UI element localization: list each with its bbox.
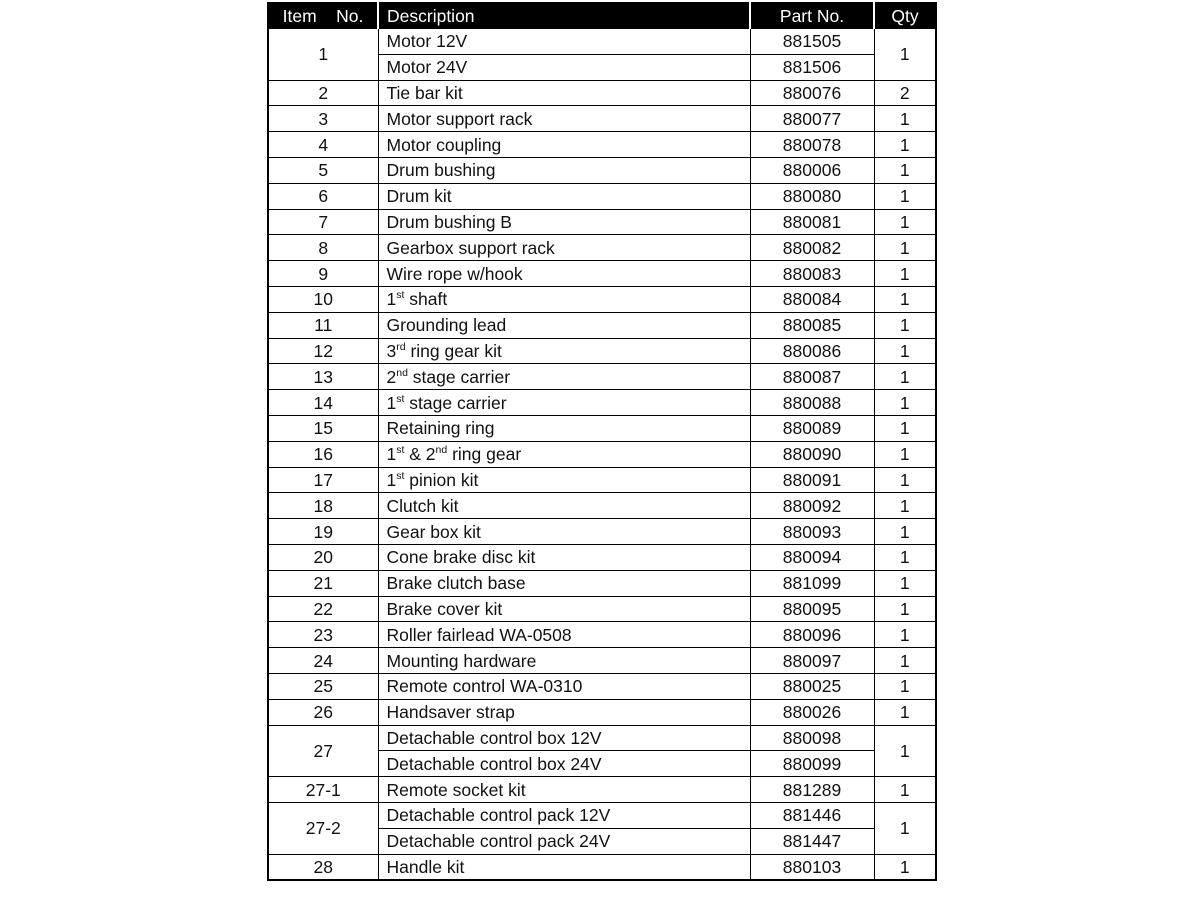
part-number-cell: 880090 — [750, 441, 874, 467]
description-text: pinion kit — [404, 469, 479, 490]
description-text: Handsaver strap — [386, 702, 515, 723]
description-cell — [378, 725, 750, 751]
quantity-cell: 1 — [874, 570, 936, 596]
description-cell — [378, 261, 750, 287]
item-number-cell: 19 — [268, 519, 378, 545]
description-text: Drum bushing — [386, 160, 496, 181]
part-number-cell: 880081 — [750, 209, 874, 235]
part-number-cell: 881447 — [750, 828, 874, 854]
table-row — [268, 467, 936, 493]
part-number-cell: 881446 — [750, 802, 874, 828]
table-row — [268, 596, 936, 622]
part-number-cell: 881289 — [750, 777, 874, 803]
quantity-cell: 1 — [874, 725, 936, 777]
part-number-cell: 880092 — [750, 493, 874, 519]
description-text: Remote control WA-0310 — [386, 676, 583, 697]
item-number-cell: 3 — [268, 106, 378, 132]
table-row — [268, 699, 936, 725]
description-text: Brake clutch base — [386, 573, 526, 594]
quantity-cell: 1 — [874, 596, 936, 622]
description-text: stage carrier — [407, 366, 511, 387]
part-number-cell: 881506 — [750, 54, 874, 80]
table-row — [268, 338, 936, 364]
part-number-cell: 880082 — [750, 235, 874, 261]
quantity-cell: 1 — [874, 519, 936, 545]
description-cell — [378, 751, 750, 777]
description-text: Wire rope w/hook — [386, 263, 523, 284]
quantity-cell: 2 — [874, 80, 936, 106]
table-row — [268, 183, 936, 209]
description-text: stage carrier — [404, 392, 507, 413]
part-number-cell: 880025 — [750, 673, 874, 699]
item-number-cell: 14 — [268, 390, 378, 416]
part-number-cell: 880026 — [750, 699, 874, 725]
part-number-cell: 880076 — [750, 80, 874, 106]
table-row — [268, 544, 936, 570]
description-text: 1 — [386, 392, 397, 413]
item-number-cell: 7 — [268, 209, 378, 235]
quantity-cell: 1 — [874, 235, 936, 261]
description-text: Motor support rack — [386, 108, 533, 129]
description-cell — [378, 622, 750, 648]
parts-list-table — [267, 2, 937, 881]
description-cell — [378, 235, 750, 261]
item-number-cell: 13 — [268, 364, 378, 390]
description-cell — [378, 648, 750, 674]
quantity-cell: 1 — [874, 312, 936, 338]
table-row — [268, 157, 936, 183]
table-row — [268, 312, 936, 338]
part-number-cell: 880088 — [750, 390, 874, 416]
table-row — [268, 519, 936, 545]
quantity-cell: 1 — [874, 777, 936, 803]
ordinal-suffix: st — [396, 469, 405, 482]
quantity-cell: 1 — [874, 854, 936, 880]
table-row — [268, 235, 936, 261]
quantity-cell: 1 — [874, 673, 936, 699]
description-cell — [378, 157, 750, 183]
quantity-cell: 1 — [874, 467, 936, 493]
header-description: Description — [378, 3, 750, 29]
part-number-cell: 881505 — [750, 29, 874, 55]
description-cell — [378, 570, 750, 596]
part-number-cell: 880083 — [750, 261, 874, 287]
description-text: Motor 24V — [386, 57, 468, 78]
item-number-cell: 24 — [268, 648, 378, 674]
table-row — [268, 673, 936, 699]
quantity-cell: 1 — [874, 261, 936, 287]
item-number-cell: 25 — [268, 673, 378, 699]
quantity-cell: 1 — [874, 286, 936, 312]
table-row — [268, 209, 936, 235]
description-cell — [378, 364, 750, 390]
description-text: Remote socket kit — [386, 779, 526, 800]
table-row — [268, 441, 936, 467]
table-row — [268, 364, 936, 390]
ordinal-suffix: nd — [396, 366, 408, 379]
quantity-cell: 1 — [874, 441, 936, 467]
quantity-cell: 1 — [874, 648, 936, 674]
description-cell — [378, 338, 750, 364]
table-row — [268, 854, 936, 880]
table-row — [268, 648, 936, 674]
ordinal-suffix: nd — [435, 444, 448, 457]
table-row — [268, 286, 936, 312]
ordinal-suffix: st — [396, 392, 405, 405]
table-row — [268, 415, 936, 441]
table-row — [268, 261, 936, 287]
quantity-cell: 1 — [874, 183, 936, 209]
description-cell — [378, 493, 750, 519]
description-cell — [378, 132, 750, 158]
description-text: Tie bar kit — [386, 82, 463, 103]
item-number-cell: 9 — [268, 261, 378, 287]
part-number-cell: 880093 — [750, 519, 874, 545]
table-row — [268, 493, 936, 519]
description-cell — [378, 209, 750, 235]
table-row — [268, 777, 936, 803]
item-number-cell: 16 — [268, 441, 378, 467]
table-row — [268, 106, 936, 132]
description-text: 3 — [386, 340, 397, 361]
item-number-cell: 12 — [268, 338, 378, 364]
item-number-cell: 23 — [268, 622, 378, 648]
description-cell — [378, 596, 750, 622]
description-cell — [378, 80, 750, 106]
description-cell — [378, 828, 750, 854]
table-header — [268, 3, 936, 29]
description-text: Gearbox support rack — [386, 237, 555, 258]
table-row — [268, 132, 936, 158]
item-number-cell: 18 — [268, 493, 378, 519]
description-text: shaft — [404, 289, 448, 310]
description-cell — [378, 519, 750, 545]
description-text: Roller fairlead WA-0508 — [386, 624, 572, 645]
description-cell — [378, 106, 750, 132]
description-cell — [378, 467, 750, 493]
description-cell — [378, 312, 750, 338]
table-row — [268, 29, 936, 55]
quantity-cell: 1 — [874, 106, 936, 132]
part-number-cell: 880084 — [750, 286, 874, 312]
quantity-cell: 1 — [874, 622, 936, 648]
description-cell — [378, 415, 750, 441]
quantity-cell: 1 — [874, 209, 936, 235]
part-number-cell: 880096 — [750, 622, 874, 648]
item-number-cell: 20 — [268, 544, 378, 570]
quantity-cell: 1 — [874, 390, 936, 416]
description-cell — [378, 286, 750, 312]
description-text: Mounting hardware — [386, 650, 537, 671]
description-text: Handle kit — [386, 856, 465, 877]
item-number-cell: 2 — [268, 80, 378, 106]
description-cell — [378, 673, 750, 699]
item-number-cell: 27-1 — [268, 777, 378, 803]
part-number-cell: 880080 — [750, 183, 874, 209]
quantity-cell: 1 — [874, 29, 936, 81]
part-number-cell: 880095 — [750, 596, 874, 622]
description-cell — [378, 183, 750, 209]
ordinal-suffix: st — [396, 289, 405, 302]
part-number-cell: 880103 — [750, 854, 874, 880]
description-text: Grounding lead — [386, 315, 507, 336]
table-row — [268, 802, 936, 828]
description-text: Drum kit — [386, 186, 452, 207]
item-number-cell: 10 — [268, 286, 378, 312]
description-text: Clutch kit — [386, 495, 459, 516]
part-number-cell: 880086 — [750, 338, 874, 364]
item-number-cell: 8 — [268, 235, 378, 261]
description-text: Detachable control box 24V — [386, 753, 602, 774]
table-row — [268, 570, 936, 596]
quantity-cell: 1 — [874, 544, 936, 570]
description-cell — [378, 699, 750, 725]
header-part-no: Part No. — [750, 3, 874, 29]
quantity-cell: 1 — [874, 415, 936, 441]
item-number-cell: 6 — [268, 183, 378, 209]
table-body — [268, 29, 936, 881]
part-number-cell: 880078 — [750, 132, 874, 158]
description-text: 1 — [386, 469, 397, 490]
table-row — [268, 390, 936, 416]
description-cell — [378, 802, 750, 828]
description-text: 1 — [386, 289, 397, 310]
quantity-cell: 1 — [874, 493, 936, 519]
item-number-cell: 26 — [268, 699, 378, 725]
part-number-cell: 880094 — [750, 544, 874, 570]
description-text: Brake cover kit — [386, 598, 503, 619]
part-number-cell: 880098 — [750, 725, 874, 751]
table-row — [268, 622, 936, 648]
description-text: Gear box kit — [386, 521, 481, 542]
item-number-cell: 4 — [268, 132, 378, 158]
item-number-cell: 22 — [268, 596, 378, 622]
description-text: Drum bushing B — [386, 211, 512, 232]
ordinal-suffix: st — [396, 444, 405, 457]
description-text: 1 — [386, 444, 397, 465]
item-number-cell: 28 — [268, 854, 378, 880]
description-text: Motor 12V — [386, 31, 468, 52]
item-number-cell: 27-2 — [268, 802, 378, 854]
item-number-cell: 1 — [268, 29, 378, 81]
table-row — [268, 725, 936, 751]
item-number-cell: 15 — [268, 415, 378, 441]
description-text: Cone brake disc kit — [386, 547, 536, 568]
header-item-no: Item No. — [268, 3, 378, 29]
quantity-cell: 1 — [874, 364, 936, 390]
description-cell — [378, 777, 750, 803]
description-text: ring gear kit — [405, 340, 502, 361]
quantity-cell: 1 — [874, 802, 936, 854]
description-cell — [378, 54, 750, 80]
part-number-cell: 881099 — [750, 570, 874, 596]
quantity-cell: 1 — [874, 132, 936, 158]
quantity-cell: 1 — [874, 699, 936, 725]
header-row — [268, 3, 936, 29]
quantity-cell: 1 — [874, 338, 936, 364]
description-cell — [378, 544, 750, 570]
item-number-cell: 5 — [268, 157, 378, 183]
part-number-cell: 880099 — [750, 751, 874, 777]
part-number-cell: 880097 — [750, 648, 874, 674]
description-text: 2 — [386, 366, 397, 387]
item-number-cell: 27 — [268, 725, 378, 777]
description-text: Retaining ring — [386, 418, 495, 439]
description-text: ring gear — [447, 444, 522, 465]
description-text: Detachable control pack 24V — [386, 831, 611, 852]
description-cell — [378, 390, 750, 416]
table-row — [268, 80, 936, 106]
part-number-cell: 880085 — [750, 312, 874, 338]
item-number-cell: 11 — [268, 312, 378, 338]
ordinal-suffix: rd — [396, 340, 406, 353]
part-number-cell: 880089 — [750, 415, 874, 441]
description-text: Detachable control pack 12V — [386, 805, 611, 826]
header-qty: Qty — [874, 3, 936, 29]
quantity-cell: 1 — [874, 157, 936, 183]
part-number-cell: 880006 — [750, 157, 874, 183]
description-cell — [378, 854, 750, 880]
item-number-cell: 17 — [268, 467, 378, 493]
item-number-cell: 21 — [268, 570, 378, 596]
description-cell — [378, 441, 750, 467]
description-text: Motor coupling — [386, 134, 502, 155]
part-number-cell: 880091 — [750, 467, 874, 493]
description-text: Detachable control box 12V — [386, 727, 602, 748]
part-number-cell: 880077 — [750, 106, 874, 132]
description-text: & 2 — [404, 444, 436, 465]
description-cell — [378, 29, 750, 55]
part-number-cell: 880087 — [750, 364, 874, 390]
